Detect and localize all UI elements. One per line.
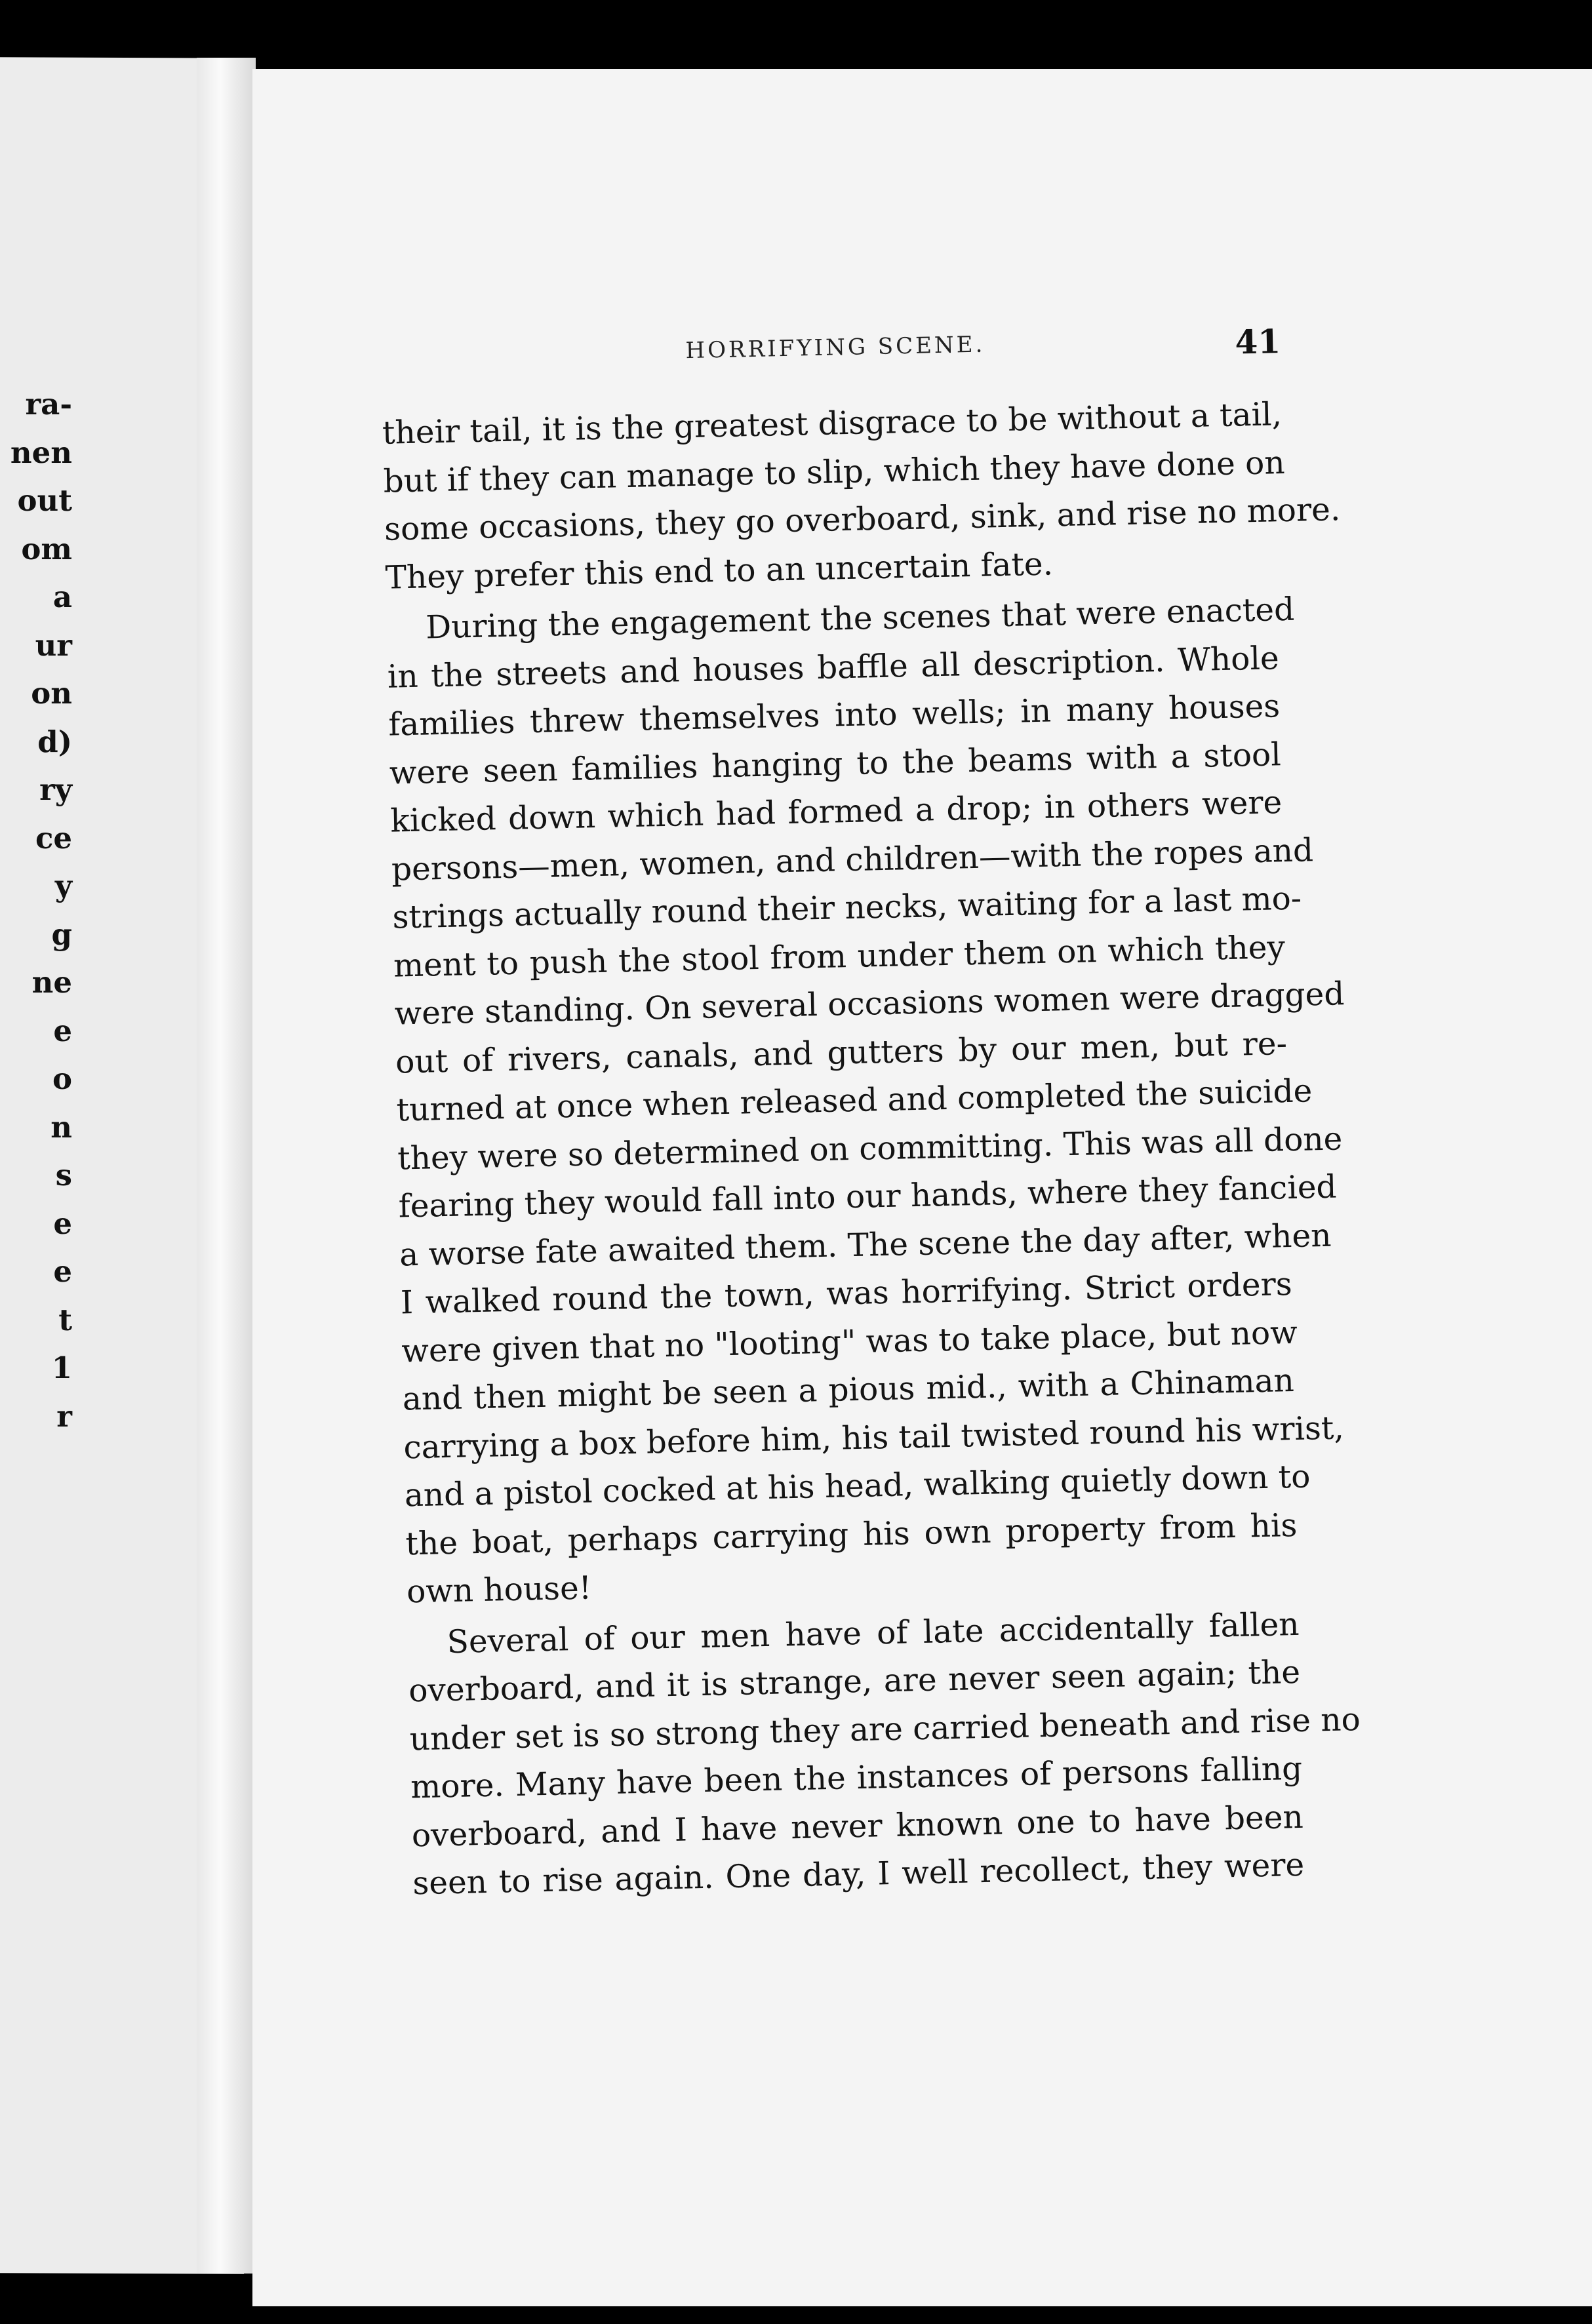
left-page-fragment: om — [21, 531, 72, 566]
text-line: Several of our men have of late accidentally fallen — [447, 1605, 1300, 1661]
text-line: strings actually round their necks, waiting for a last mo- — [391, 880, 1302, 936]
text-line: but if they can manage to slip, which they have done on — [383, 444, 1286, 500]
text-line: were given that no "looting" was to take place, but now — [401, 1314, 1298, 1369]
left-page-fragment: 1 — [51, 1350, 72, 1385]
left-page-fragment: out — [17, 483, 72, 518]
left-page-fragment: r — [56, 1398, 72, 1434]
left-page-fragment: o — [52, 1061, 72, 1096]
left-page-fragment: a — [52, 580, 72, 614]
left-page-fragment: ry — [39, 772, 72, 807]
text-line: They prefer this end to an uncertain fate. — [385, 545, 1054, 597]
text-line: under set is so strong they are carried beneath and rise no — [409, 1701, 1361, 1758]
text-line: own house! — [406, 1569, 592, 1611]
text-line: overboard, and it is strange, are never seen again; the — [408, 1653, 1301, 1710]
left-page-fragment: ra- — [25, 387, 72, 422]
text-line: they were so determined on committing. This was all done — [397, 1120, 1343, 1177]
left-page-fragment: y — [54, 869, 72, 903]
left-page-fragment: s — [55, 1158, 72, 1192]
text-line: and then might be seen a pious mid., with a Chinaman — [402, 1362, 1295, 1418]
left-page-fragment: on — [31, 676, 72, 711]
running-head: HORRIFYING SCENE. — [685, 331, 985, 364]
left-page-fragment: d) — [37, 724, 72, 759]
left-page-fragment: e — [53, 1206, 72, 1241]
left-page-fragment: n — [50, 1109, 72, 1145]
text-line: fearing they would fall into our hands, where they fancied — [398, 1168, 1338, 1225]
text-line: the boat, perhaps carrying his own property from his — [405, 1507, 1298, 1562]
text-line: their tail, it is the greatest disgrace to be without a tail, — [382, 396, 1283, 452]
text-line: carrying a box before him, his tail twisted round his wrist, — [403, 1409, 1345, 1466]
left-page-fragment: ce — [35, 820, 72, 856]
body-text — [382, 391, 1361, 1908]
text-line: persons—men, women, and children—with the ropes and — [391, 831, 1314, 888]
text-line: were standing. On several occasions women were dragged — [394, 975, 1345, 1033]
paragraph — [382, 391, 1341, 602]
text-line: more. Many have been the instances of persons falling — [410, 1750, 1303, 1806]
left-page-fragment: e — [53, 1254, 72, 1289]
text-line: some occasions, they go overboard, sink, and rise no more. — [384, 491, 1341, 548]
left-page-fragment: t — [58, 1302, 72, 1337]
text-line: families threw themselves into wells; in many houses — [388, 688, 1281, 743]
text-line: out of rivers, canals, and gutters by our men, but re- — [395, 1025, 1288, 1081]
text-line: ment to push the stool from under them on which they — [393, 928, 1286, 985]
paragraph — [407, 1600, 1361, 1908]
page-number: 41 — [1234, 322, 1281, 362]
left-page-fragment: ne — [31, 965, 72, 1000]
left-page-fragment: e — [53, 1013, 72, 1048]
text-line: a worse fate awaited them. The scene the day after, when — [399, 1217, 1332, 1274]
text-line: During the engagement the scenes that were enacted — [425, 591, 1295, 646]
text-line: I walked round the town, was horrifying. Strict orders — [400, 1266, 1293, 1322]
text-line: turned at once when released and completed the suicide — [396, 1073, 1313, 1129]
paragraph — [386, 586, 1345, 1617]
text-line: in the streets and houses baffle all description. Whole — [387, 639, 1280, 696]
left-page-fragment: ur — [35, 627, 72, 663]
left-page-fragment: g — [51, 916, 72, 952]
text-line: overboard, and I have never known one to have been — [411, 1798, 1304, 1854]
left-page-fragment: nen — [10, 435, 72, 470]
text-line: seen to rise again. One day, I well recollect, they were — [412, 1846, 1305, 1902]
text-line: kicked down which had formed a drop; in others were — [389, 784, 1283, 840]
text-line: and a pistol cocked at his head, walking quietly down to — [404, 1458, 1311, 1514]
text-line: were seen families hanging to the beams with a stool — [389, 736, 1282, 792]
